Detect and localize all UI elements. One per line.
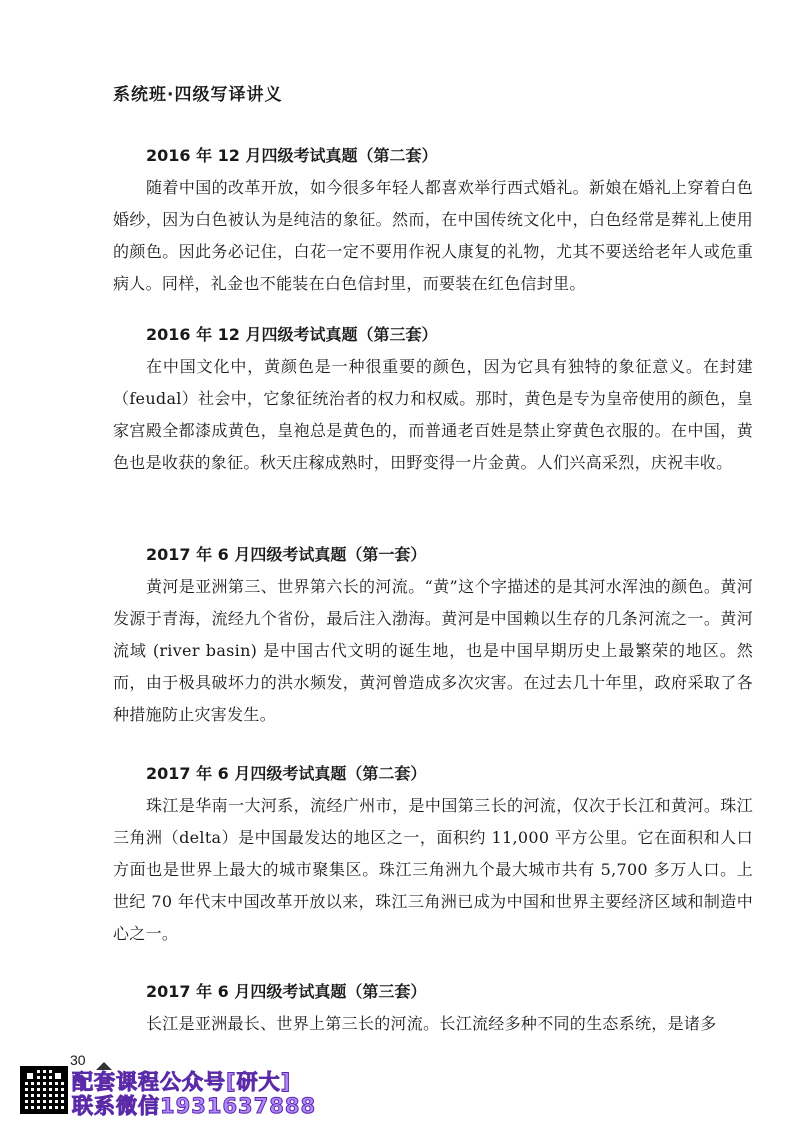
watermark-line: 联系微信1931637888	[72, 1094, 317, 1118]
section-title: 2017 年 6 月四级考试真题（第三套）	[146, 982, 427, 1001]
section-paragraph: 珠江是华南一大河系，流经广州市，是中国第三长的河流，仅次于长江和黄河。珠江三角洲（delta）是中国最发达的地区之一，面积约 11,000 平方公里。它在面积和人口方面也是世界上最大的城市聚集区。珠江三角洲九个最大城市共有 5,700 多万人口。上世纪 70 年代末中国改革开放以来，珠江三角洲已成为中国和世界主要经济区域和制造中心之一。	[113, 796, 753, 943]
exam-section-2	[113, 323, 753, 479]
section-paragraph: 长江是亚洲最长、世界上第三长的河流。长江流经多种不同的生态系统，是诸多	[146, 1014, 717, 1033]
page-number: 30	[70, 1052, 86, 1068]
section-title: 2017 年 6 月四级考试真题（第二套）	[146, 764, 427, 783]
running-header: 系统班·四级写译讲义	[113, 85, 283, 105]
section-paragraph: 黄河是亚洲第三、世界第六长的河流。“黄”这个字描述的是其河水浑浊的颜色。黄河发源于青海，流经九个省份，最后注入渤海。黄河是中国赖以生存的几条河流之一。黄河流域 (river basin) 是中国古代文明的诞生地，也是中国早期历史上最繁荣的地区。然而，由于极具破坏力的洪水频发，黄河曾造成多次灾害。在过去几十年里，政府采取了各种措施防止灾害发生。	[113, 577, 753, 724]
section-title: 2016 年 12 月四级考试真题（第二套）	[146, 146, 438, 165]
watermark-line: 配套课程公众号[研大]	[72, 1070, 292, 1094]
exam-section-5	[113, 980, 753, 1040]
section-paragraph: 随着中国的改革开放，如今很多年轻人都喜欢举行西式婚礼。新娘在婚礼上穿着白色婚纱，因为白色被认为是纯洁的象征。然而，在中国传统文化中，白色经常是葬礼上使用的颜色。因此务必记住，白花一定不要用作祝人康复的礼物，尤其不要送给老年人或危重病人。同样，礼金也不能装在白色信封里，而要装在红色信封里。	[113, 178, 753, 293]
exam-section-3	[113, 543, 753, 731]
section-title: 2016 年 12 月四级考试真题（第三套）	[146, 325, 438, 344]
exam-section-1	[113, 144, 753, 300]
promo-watermark	[72, 1070, 316, 1118]
section-title: 2017 年 6 月四级考试真题（第一套）	[146, 545, 427, 564]
page-marker-icon	[96, 1062, 112, 1070]
exam-section-4	[113, 762, 753, 950]
section-paragraph: 在中国文化中，黄颜色是一种很重要的颜色，因为它具有独特的象征意义。在封建（feudal）社会中，它象征统治者的权力和权威。那时，黄色是专为皇帝使用的颜色，皇家宫殿全都漆成黄色，皇袍总是黄色的，而普通老百姓是禁止穿黄色衣服的。在中国，黄色也是收获的象征。秋天庄稼成熟时，田野变得一片金黄。人们兴高采烈，庆祝丰收。	[113, 357, 753, 472]
qr-code-icon	[20, 1066, 68, 1114]
